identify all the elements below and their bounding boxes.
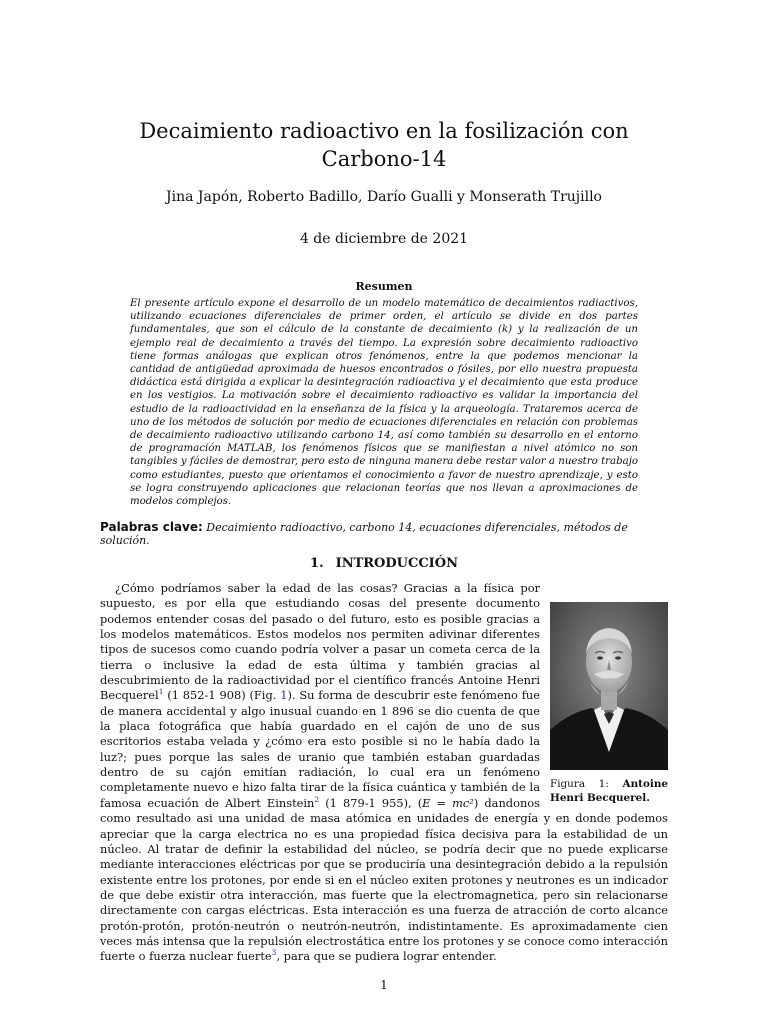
portrait-photo xyxy=(550,602,668,770)
intro-text-5: ) dandonos como resultado asi una unidad de masa atómica en unidades de energía y en donde podemos apreciar que la carga electrica no es una propiedad física decisiva para la estabilidad de un núcleo. Al tratar de definir la estabilidad del núcleo, se podría decir que no puede explicarse mediante interacciones eléctricas por que se produciría una desintegración debido a la repulsión existente entre los protones, por ende si en el núcleo exiten protones y neutrones es un indicador de que debe existir otra interacción, mas fuerte que la electromagnetica, pero sin relacionarse directamente con cargas eléctricas. Esta interacción es una fuerza de atracción de corto alcance protón-protón, protón-neutrón o neutrón-neutrón, indistintamente. Es aproximadamente cien veces más intensa que la repulsión electrostática entre los protones y se conoce como interacción fuerte o fuerza nuclear fuerte xyxy=(100,795,668,964)
einstein-equation: E = mc² xyxy=(422,795,474,810)
keywords-text: Decaimiento radioactivo, carbono 14, ecuaciones diferenciales, métodos de solución. xyxy=(100,521,628,547)
intro-text-2: (1 852-1 908) (Fig. xyxy=(163,688,281,703)
figure-1 xyxy=(550,602,668,805)
section-title: INTRODUCCIÓN xyxy=(335,556,458,571)
abstract-heading: Resumen xyxy=(355,280,413,293)
footnote-ref-2[interactable]: 2 xyxy=(314,795,320,805)
figure-caption xyxy=(550,777,668,805)
page-number: 1 xyxy=(380,978,388,992)
author-list: Jina Japón, Roberto Badillo, Darío Gualli y Monserath Trujillo xyxy=(166,189,602,205)
footnote-ref-1[interactable]: 1 xyxy=(158,687,164,697)
section-number: 1. xyxy=(310,556,324,571)
intro-text-1: ¿Cómo podríamos saber la edad de las cosas? Gracias a la física por supuesto, es por ella que estudiando cosas del presente documento podemos entender cosas del pasado o del futuro, esto es posible gracias a los modelos matemáticos. Estos modelos nos permiten adivinar diferentes tipos de sucesos como cuando podría volver a pasar un cometa cerca de la tierra o inclusive la edad de esta última y también gracias al descubrimiento de la radioactividad por el científico francés Antoine Henri Becquerel xyxy=(100,581,540,703)
figure-ref-link[interactable]: 1 xyxy=(280,688,288,703)
keywords-label: Palabras clave: xyxy=(100,520,203,534)
keywords xyxy=(100,520,670,547)
introduction-body xyxy=(100,581,668,965)
publication-date: 4 de diciembre de 2021 xyxy=(299,231,469,247)
abstract-text: El presente artículo expone el desarrollo de un modelo matemático de decaimientos radiactivos, utilizando ecuaciones diferenciales de primer orden, el artículo se divide en dos partes fundamentales, que son el cálculo de la constante de decaimiento (k) y la realización de un ejemplo real de decaimiento a través del tiempo. La expresión sobre decaimiento radioactivo tiene formas análogas que explican otros fenómenos, entre la que podemos mencionar la cantidad de antigüedad aproximada de huesos encontrados o fósiles, por ello nuestra propuesta didáctica está dirigida a explicar la desintegración radioactiva y el decaimiento que esta produce en los vestigios. La motivación sobre el decaimiento radioactivo es validar la importancia del estudio de la radioactividad en la enseñanza de la física y la arqueología. Trataremos acerca de uno de los métodos de solución por medio de ecuaciones diferenciales en relación con problemas de decaimiento radioactivo utilizando carbono 14, así como también su desarrollo en el entorno de programación MATLAB, los fenómenos físicos que se manifiestan a nivel atómico no son tangibles y fáciles de demostrar, pero esto de ninguna manera debe restar valor a nuestro trabajo como estudiantes, puesto que orientamos el conocimiento a favor de nuestro aprendizaje, y esto se logra construyendo aplicaciones que relacionan teorías que nos llevan a aproximaciones de modelos complejos. xyxy=(130,298,638,508)
figure-label: Figura 1: xyxy=(550,778,609,790)
figure-caption-text: Antoine Henri Becquerel. xyxy=(550,778,668,804)
footnote-ref-3[interactable]: 3 xyxy=(271,948,277,958)
paper-title: Decaimiento radioactivo en la fosilización con Carbono-14 xyxy=(139,119,629,171)
intro-text-3: ). Su forma de descubrir este fenómeno fue de manera accidental y algo inusual cuando en 1 896 se dio cuenta de que la placa fotográfica que había guardado en el cajón de uno de sus escritorios estaba velada y ¿cómo era esto posible si no le había dado la luz?; pues porque las sales de uranio que también estaban guardadas dentro de su cajón emitían radiación, lo cual era un fenómeno completamente nuevo e hizo falta tirar de la física cuántica y también de la famosa ecuación de Albert Einstein xyxy=(100,688,540,810)
intro-text-6: , para que se pudiera lograr entender. xyxy=(276,949,497,964)
intro-text-4: (1 879-1 955), ( xyxy=(319,795,423,810)
section-heading xyxy=(100,556,668,571)
